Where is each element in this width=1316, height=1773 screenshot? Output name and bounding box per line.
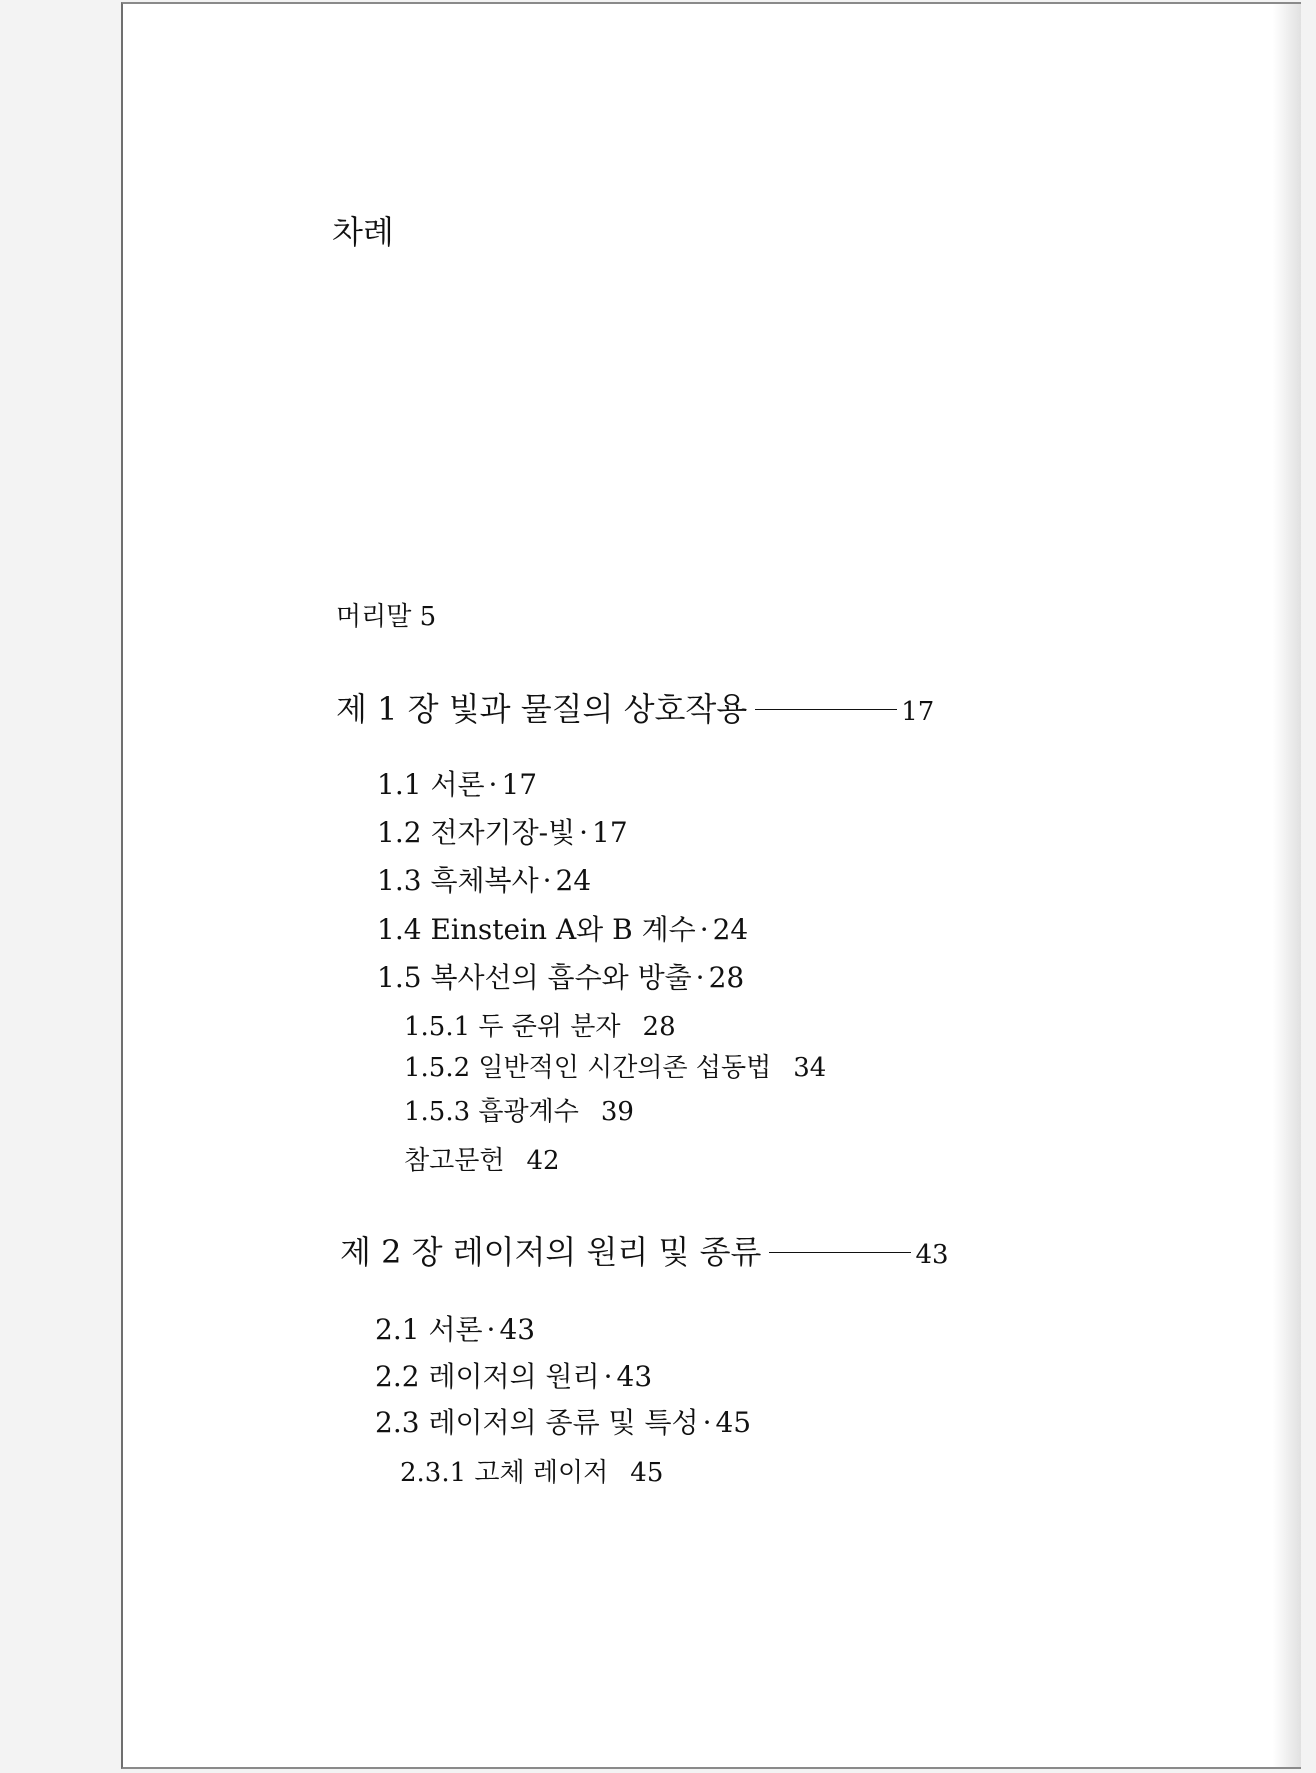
section-page: 24 — [555, 864, 592, 897]
section-number: 2.2 — [375, 1360, 420, 1393]
section-number: 1.1 — [377, 768, 422, 801]
section-label: 전자기장-빛 — [430, 816, 576, 849]
book-page — [121, 2, 1301, 1769]
section-number: 1.4 — [377, 913, 422, 946]
toc-subsection — [400, 1460, 663, 1486]
separator: · — [699, 913, 709, 946]
toc-section — [377, 768, 538, 801]
toc-subsection — [404, 1099, 634, 1125]
toc-preface: 머리말 5 — [336, 602, 437, 632]
toc-section — [377, 864, 592, 897]
chapter-page: 17 — [901, 697, 935, 727]
subsection-page: 39 — [600, 1097, 634, 1127]
subsection-number: 1.5.3 — [404, 1097, 471, 1127]
section-label: 서론 — [430, 768, 485, 801]
section-label: 레이저의 종류 및 특성 — [428, 1406, 699, 1439]
separator: · — [579, 816, 589, 849]
toc-title: 차례 — [332, 213, 394, 251]
separator: · — [542, 864, 552, 897]
separator: · — [486, 1313, 496, 1346]
separator: · — [702, 1406, 712, 1439]
section-label: 서론 — [428, 1313, 483, 1346]
section-page: 28 — [708, 961, 745, 994]
section-number: 1.2 — [377, 816, 422, 849]
section-label: 흑체복사 — [430, 864, 539, 897]
chapter-page: 43 — [915, 1240, 949, 1270]
references-label: 참고문헌 — [404, 1146, 505, 1176]
toc-section — [377, 913, 749, 946]
toc-references — [404, 1148, 560, 1174]
section-number: 2.1 — [375, 1313, 420, 1346]
toc-subsection — [404, 1014, 676, 1040]
section-page: 43 — [616, 1360, 653, 1393]
chapter-label: 제 2 장 레이저의 원리 및 종류 — [340, 1233, 762, 1271]
section-label: 레이저의 원리 — [428, 1360, 600, 1393]
leader-line — [755, 709, 897, 710]
section-page: 17 — [592, 816, 628, 849]
subsection-page: 45 — [630, 1458, 664, 1488]
separator: · — [488, 768, 498, 801]
subsection-label: 두 준위 분자 — [478, 1012, 621, 1042]
subsection-page: 28 — [642, 1012, 676, 1042]
section-number: 1.5 — [377, 961, 422, 994]
references-page: 42 — [526, 1146, 560, 1176]
section-label: 복사선의 흡수와 방출 — [430, 961, 692, 994]
section-number: 2.3 — [375, 1406, 420, 1439]
toc-section — [377, 816, 628, 849]
separator: · — [695, 961, 705, 994]
toc-section — [375, 1313, 536, 1346]
separator: · — [603, 1360, 613, 1393]
subsection-number: 1.5.2 — [404, 1053, 471, 1083]
subsection-label: 일반적인 시간의존 섭동법 — [478, 1053, 772, 1083]
subsection-number: 2.3.1 — [400, 1458, 467, 1488]
subsection-number: 1.5.1 — [404, 1012, 471, 1042]
toc-chapter-1 — [336, 690, 935, 728]
section-number: 1.3 — [377, 864, 422, 897]
chapter-label: 제 1 장 빛과 물질의 상호작용 — [336, 690, 748, 728]
page-edge-shadow — [1273, 4, 1301, 1767]
section-page: 45 — [715, 1406, 752, 1439]
toc-section — [375, 1360, 653, 1393]
subsection-label: 고체 레이저 — [474, 1458, 609, 1488]
toc-chapter-2 — [340, 1233, 949, 1271]
section-label: Einstein A와 B 계수 — [430, 913, 696, 946]
subsection-label: 흡광계수 — [478, 1097, 579, 1127]
subsection-page: 34 — [793, 1053, 827, 1083]
leader-line — [769, 1252, 911, 1253]
toc-section — [375, 1406, 752, 1439]
toc-section — [377, 961, 745, 994]
section-page: 24 — [712, 913, 749, 946]
section-page: 43 — [499, 1313, 536, 1346]
section-page: 17 — [501, 768, 538, 801]
toc-subsection — [404, 1055, 826, 1081]
